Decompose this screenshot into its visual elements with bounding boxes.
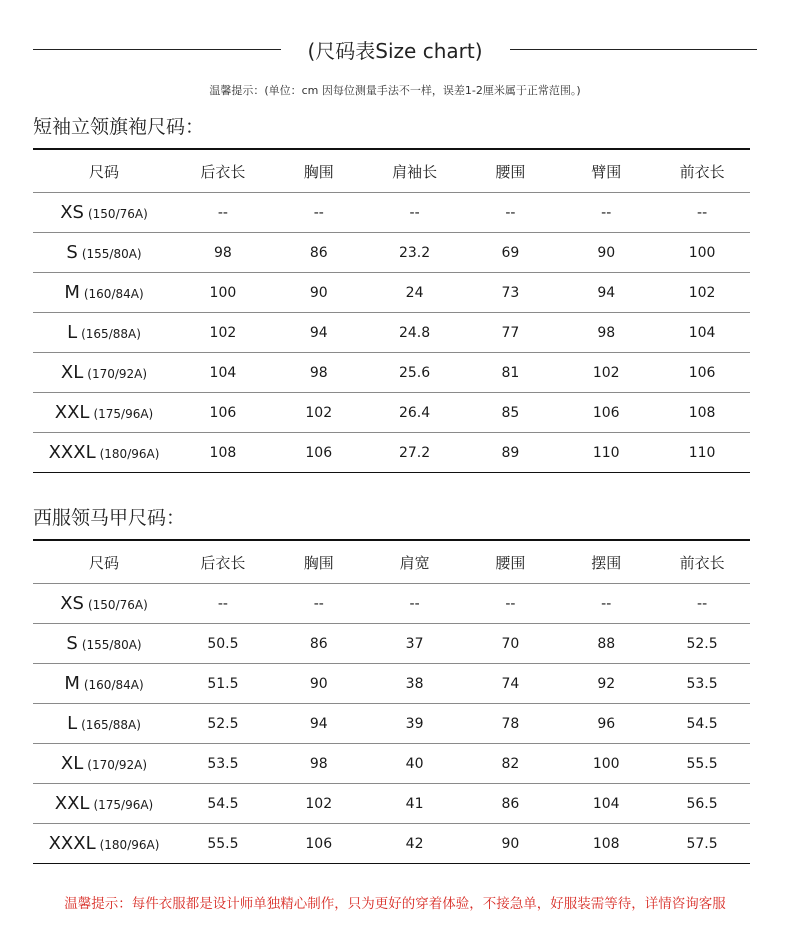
header-rule-right: [510, 49, 757, 50]
measurement-cell: 85: [462, 393, 558, 433]
column-header: 肩袖长: [367, 149, 463, 193]
measurement-cell: --: [367, 193, 463, 233]
measurement-cell: 69: [462, 233, 558, 273]
size-label: XL: [60, 753, 84, 774]
measurement-cell: 55.5: [175, 824, 271, 864]
table-row: [33, 824, 750, 864]
size-cell: [33, 624, 175, 664]
size-spec: (175/96A): [93, 798, 154, 812]
measurement-cell: 70: [462, 624, 558, 664]
size-cell: [33, 193, 175, 233]
measurement-cell: 110: [654, 433, 750, 473]
measurement-cell: 108: [558, 824, 654, 864]
measurement-cell: 52.5: [175, 704, 271, 744]
measurement-cell: 40: [367, 744, 463, 784]
column-header: 胸围: [271, 540, 367, 584]
column-header: 后衣长: [175, 149, 271, 193]
measurement-cell: --: [271, 584, 367, 624]
table-row: [33, 353, 750, 393]
size-cell: [33, 784, 175, 824]
measurement-cell: --: [175, 193, 271, 233]
table-header-row: [33, 540, 750, 584]
measurement-cell: --: [654, 584, 750, 624]
size-spec: (160/84A): [83, 678, 144, 692]
column-header: 尺码: [33, 149, 175, 193]
table-row: [33, 624, 750, 664]
measurement-cell: 89: [462, 433, 558, 473]
measurement-cell: 106: [654, 353, 750, 393]
measurement-cell: 25.6: [367, 353, 463, 393]
measurement-cell: 108: [654, 393, 750, 433]
column-header: 臂围: [558, 149, 654, 193]
table-row: [33, 704, 750, 744]
measurement-cell: 24: [367, 273, 463, 313]
measurement-cell: 106: [175, 393, 271, 433]
measurement-cell: 102: [175, 313, 271, 353]
measurement-cell: 90: [558, 233, 654, 273]
measurement-cell: 90: [462, 824, 558, 864]
measurement-cell: 27.2: [367, 433, 463, 473]
measurement-cell: 86: [462, 784, 558, 824]
table-row: [33, 193, 750, 233]
size-cell: [33, 704, 175, 744]
page-title: (尺码表Size chart): [307, 39, 483, 63]
measurement-cell: 39: [367, 704, 463, 744]
table-row: [33, 233, 750, 273]
measurement-cell: 100: [175, 273, 271, 313]
column-header: 肩宽: [367, 540, 463, 584]
measurement-cell: 102: [271, 393, 367, 433]
measurement-cell: 98: [175, 233, 271, 273]
size-cell: [33, 433, 175, 473]
measurement-cell: 100: [654, 233, 750, 273]
size-label: XXL: [54, 402, 90, 423]
table-header-row: [33, 149, 750, 193]
size-spec: (180/96A): [99, 838, 160, 852]
size-table-vest: [33, 539, 750, 864]
size-label: XL: [60, 362, 84, 383]
size-label: M: [64, 282, 80, 303]
measurement-cell: 102: [271, 784, 367, 824]
measurement-cell: 78: [462, 704, 558, 744]
measurement-cell: 50.5: [175, 624, 271, 664]
footer-notice: 温馨提示：每件衣服都是设计师单独精心制作，只为更好的穿着体验，不接急单，好服装需等待，详情咨询客服: [64, 896, 726, 912]
size-spec: (160/84A): [83, 287, 144, 301]
measurement-cell: 90: [271, 273, 367, 313]
measurement-cell: 54.5: [175, 784, 271, 824]
measurement-cell: 102: [558, 353, 654, 393]
measurement-cell: --: [175, 584, 271, 624]
measurement-cell: --: [654, 193, 750, 233]
size-label: S: [66, 633, 78, 654]
measurement-cell: 108: [175, 433, 271, 473]
measurement-cell: 55.5: [654, 744, 750, 784]
measurement-cell: 86: [271, 624, 367, 664]
measurement-cell: 86: [271, 233, 367, 273]
size-cell: [33, 233, 175, 273]
size-spec: (170/92A): [87, 367, 148, 381]
size-table-qipao: [33, 148, 750, 473]
table-row: [33, 393, 750, 433]
table-row: [33, 584, 750, 624]
measurement-cell: 98: [271, 353, 367, 393]
column-header: 腰围: [462, 540, 558, 584]
measurement-cell: 24.8: [367, 313, 463, 353]
measurement-cell: 88: [558, 624, 654, 664]
size-spec: (155/80A): [81, 638, 142, 652]
measurement-cell: 23.2: [367, 233, 463, 273]
table-2-title: 西服领马甲尺码：: [33, 507, 186, 529]
table-row: [33, 313, 750, 353]
column-header: 摆围: [558, 540, 654, 584]
table-1-title: 短袖立领旗袍尺码：: [33, 116, 205, 138]
unit-tip: 温馨提示：(单位：cm 因每位测量手法不一样，误差1-2厘米属于正常范围。): [209, 84, 581, 97]
measurement-cell: 94: [558, 273, 654, 313]
measurement-cell: 56.5: [654, 784, 750, 824]
size-spec: (170/92A): [87, 758, 148, 772]
measurement-cell: 77: [462, 313, 558, 353]
size-spec: (175/96A): [93, 407, 154, 421]
measurement-cell: --: [462, 193, 558, 233]
size-cell: [33, 584, 175, 624]
table-row: [33, 664, 750, 704]
column-header: 前衣长: [654, 540, 750, 584]
measurement-cell: 51.5: [175, 664, 271, 704]
size-cell: [33, 353, 175, 393]
size-spec: (165/88A): [81, 718, 141, 732]
measurement-cell: 94: [271, 704, 367, 744]
measurement-cell: 106: [271, 433, 367, 473]
size-label: L: [67, 713, 78, 734]
size-label: XS: [60, 593, 84, 614]
measurement-cell: --: [462, 584, 558, 624]
measurement-cell: --: [367, 584, 463, 624]
measurement-cell: 74: [462, 664, 558, 704]
size-spec: (165/88A): [81, 327, 141, 341]
size-cell: [33, 313, 175, 353]
measurement-cell: 37: [367, 624, 463, 664]
size-label: XXXL: [48, 833, 96, 854]
column-header: 前衣长: [654, 149, 750, 193]
table-row: [33, 744, 750, 784]
measurement-cell: 42: [367, 824, 463, 864]
measurement-cell: 106: [271, 824, 367, 864]
table-row: [33, 433, 750, 473]
size-cell: [33, 744, 175, 784]
measurement-cell: 90: [271, 664, 367, 704]
size-label: XS: [60, 202, 84, 223]
table-row: [33, 273, 750, 313]
measurement-cell: --: [271, 193, 367, 233]
column-header: 后衣长: [175, 540, 271, 584]
size-cell: [33, 393, 175, 433]
table-row: [33, 784, 750, 824]
size-label: M: [64, 673, 80, 694]
measurement-cell: 98: [558, 313, 654, 353]
size-cell: [33, 664, 175, 704]
measurement-cell: 104: [558, 784, 654, 824]
size-spec: (155/80A): [81, 247, 142, 261]
measurement-cell: 81: [462, 353, 558, 393]
measurement-cell: 54.5: [654, 704, 750, 744]
measurement-cell: 73: [462, 273, 558, 313]
measurement-cell: 57.5: [654, 824, 750, 864]
measurement-cell: 94: [271, 313, 367, 353]
size-spec: (180/96A): [99, 447, 160, 461]
size-spec: (150/76A): [87, 598, 148, 612]
measurement-cell: --: [558, 193, 654, 233]
measurement-cell: 92: [558, 664, 654, 704]
column-header: 尺码: [33, 540, 175, 584]
measurement-cell: 96: [558, 704, 654, 744]
measurement-cell: 41: [367, 784, 463, 824]
measurement-cell: 110: [558, 433, 654, 473]
measurement-cell: 52.5: [654, 624, 750, 664]
size-label: XXXL: [48, 442, 96, 463]
column-header: 腰围: [462, 149, 558, 193]
column-header: 胸围: [271, 149, 367, 193]
measurement-cell: 104: [654, 313, 750, 353]
measurement-cell: 82: [462, 744, 558, 784]
size-label: S: [66, 242, 78, 263]
measurement-cell: 100: [558, 744, 654, 784]
measurement-cell: 53.5: [175, 744, 271, 784]
measurement-cell: 104: [175, 353, 271, 393]
measurement-cell: 53.5: [654, 664, 750, 704]
size-cell: [33, 273, 175, 313]
measurement-cell: 26.4: [367, 393, 463, 433]
measurement-cell: 102: [654, 273, 750, 313]
measurement-cell: --: [558, 584, 654, 624]
measurement-cell: 98: [271, 744, 367, 784]
measurement-cell: 38: [367, 664, 463, 704]
size-spec: (150/76A): [87, 207, 148, 221]
size-label: XXL: [54, 793, 90, 814]
size-label: L: [67, 322, 78, 343]
size-cell: [33, 824, 175, 864]
measurement-cell: 106: [558, 393, 654, 433]
